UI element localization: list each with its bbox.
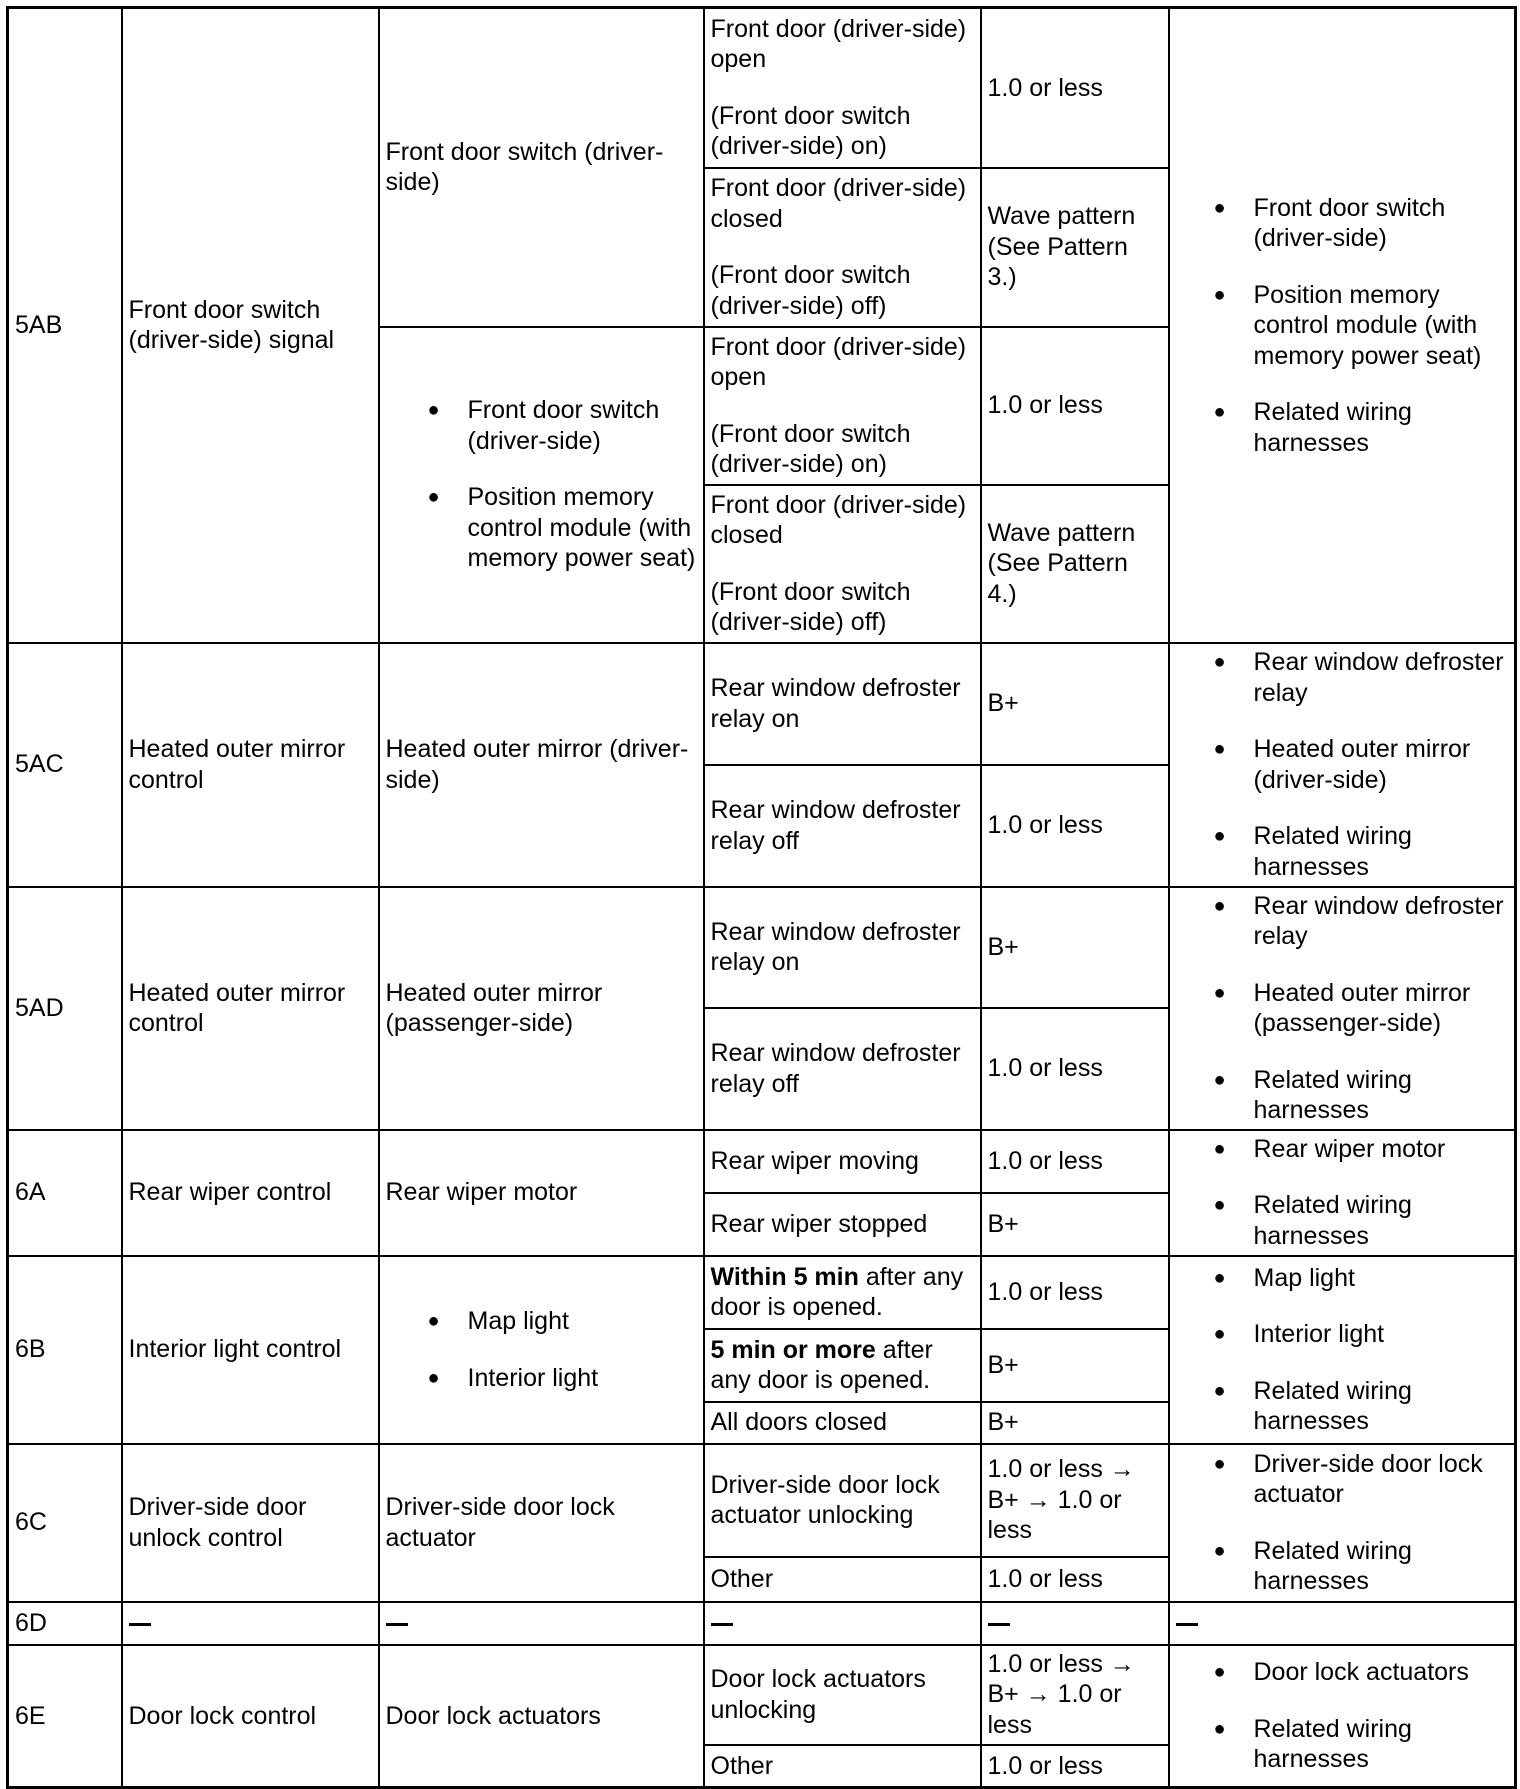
connected-to-cell: Heated outer mirror (passenger-side): [379, 887, 704, 1130]
list-item: ● Related wiring harnesses: [1214, 1376, 1509, 1437]
table-row-6C: [8, 1444, 1516, 1557]
condition-text: after any door is opened.: [710, 1335, 933, 1394]
list-item: ● Position memory control module (with memory power seat): [1214, 280, 1509, 372]
list-item: ● Front door switch (driver-side): [1214, 193, 1509, 254]
condition-text: Front door (driver-side) open: [710, 332, 967, 391]
terminal-voltage-table-page: [6, 6, 1514, 1780]
condition-cell: Rear wiper moving: [704, 1130, 981, 1193]
empty-dash-cell: [379, 1602, 704, 1645]
voltage-cell: B+: [981, 1402, 1169, 1444]
table-row-5AB: [8, 8, 1516, 168]
inspection-list: [1214, 1263, 1509, 1437]
voltage-cell: 1.0 or less: [981, 1557, 1169, 1602]
voltage-cell: 1.0 or less: [981, 8, 1169, 168]
terminal-cell: 5AB: [8, 8, 122, 643]
list-item: ● Front door switch (driver-side): [428, 395, 697, 456]
connected-to-cell: [379, 327, 704, 643]
voltage-cell: B+: [981, 887, 1169, 1008]
connected-to-cell: [379, 1256, 704, 1444]
voltage-cell: 1.0 or less: [981, 1008, 1169, 1130]
table-row-6B: [8, 1256, 1516, 1329]
list-item: ● Related wiring harnesses: [1214, 1065, 1509, 1126]
empty-dash-cell: [1169, 1602, 1516, 1645]
signal-name-cell: Heated outer mirror control: [122, 643, 379, 887]
inspection-list: [1214, 891, 1509, 1126]
voltage-cell: 1.0 or less: [981, 1745, 1169, 1788]
condition-cell: Rear window defroster relay on: [704, 643, 981, 765]
condition-note: (Front door switch (driver-side) off): [710, 577, 911, 636]
list-item: ● Rear wiper motor: [1214, 1134, 1509, 1165]
list-item: ● Related wiring harnesses: [1214, 1714, 1509, 1775]
condition-cell: Other: [704, 1745, 981, 1788]
condition-note: (Front door switch (driver-side) on): [710, 101, 911, 161]
voltage-cell: B+: [981, 1329, 1169, 1402]
table-row-6E: [8, 1645, 1516, 1745]
list-item: ● Related wiring harnesses: [1214, 1190, 1509, 1251]
list-item: ● Related wiring harnesses: [1214, 1536, 1509, 1597]
list-item: ● Map light: [428, 1306, 697, 1337]
table-row-6D: [8, 1602, 1516, 1645]
voltage-cell: Wave pattern (See Pattern 4.): [981, 485, 1169, 643]
condition-text: Front door (driver-side) closed: [710, 490, 967, 549]
terminal-cell: 5AD: [8, 887, 122, 1130]
terminal-cell: 6C: [8, 1444, 122, 1602]
condition-note: (Front door switch (driver-side) on): [710, 419, 911, 478]
condition-cell: Rear wiper stopped: [704, 1193, 981, 1256]
list-item: ● Rear window defroster relay: [1214, 647, 1509, 708]
terminal-voltage-table: [6, 6, 1517, 1789]
voltage-cell: 1.0 or less → B+ → 1.0 or less: [981, 1444, 1169, 1557]
voltage-cell: B+: [981, 1193, 1169, 1256]
signal-name-cell: Heated outer mirror control: [122, 887, 379, 1130]
inspection-cell: [1169, 1130, 1516, 1256]
inspection-list: [1214, 1449, 1509, 1597]
condition-cell: Rear window defroster relay off: [704, 1008, 981, 1130]
condition-cell: [704, 327, 981, 485]
dash-mark: [386, 1623, 408, 1626]
connected-to-list: [428, 1306, 697, 1393]
inspection-cell: [1169, 1256, 1516, 1444]
dash-mark: [1176, 1623, 1198, 1626]
voltage-cell: 1.0 or less: [981, 1256, 1169, 1329]
terminal-cell: 6A: [8, 1130, 122, 1256]
signal-name-cell: Front door switch (driver-side) signal: [122, 8, 379, 643]
terminal-cell: 5AC: [8, 643, 122, 887]
table-row-5AD: [8, 887, 1516, 1008]
table-row-5AC: [8, 643, 1516, 765]
condition-cell: [704, 1329, 981, 1402]
terminal-cell: 6E: [8, 1645, 122, 1788]
list-item: ● Position memory control module (with memory power seat): [428, 482, 697, 574]
condition-emphasis: Within 5 min: [710, 1262, 859, 1291]
condition-cell: Rear window defroster relay off: [704, 765, 981, 887]
list-item: ● Related wiring harnesses: [1214, 397, 1509, 458]
voltage-cell: B+: [981, 643, 1169, 765]
connected-to-cell: Heated outer mirror (driver-side): [379, 643, 704, 887]
connected-to-cell: Driver-side door lock actuator: [379, 1444, 704, 1602]
empty-dash-cell: [122, 1602, 379, 1645]
signal-name-cell: Driver-side door unlock control: [122, 1444, 379, 1602]
connected-to-cell: Rear wiper motor: [379, 1130, 704, 1256]
voltage-cell: 1.0 or less: [981, 765, 1169, 887]
condition-cell: Driver-side door lock actuator unlocking: [704, 1444, 981, 1557]
inspection-cell: [1169, 643, 1516, 887]
condition-text: Front door (driver-side) closed: [710, 174, 967, 233]
empty-dash-cell: [981, 1602, 1169, 1645]
connected-to-cell: Door lock actuators: [379, 1645, 704, 1788]
condition-cell: [704, 1256, 981, 1329]
condition-text: after any door is opened.: [710, 1262, 964, 1321]
inspection-cell: [1169, 1444, 1516, 1602]
condition-cell: [704, 485, 981, 643]
empty-dash-cell: [704, 1602, 981, 1645]
inspection-list: [1214, 193, 1509, 459]
condition-cell: Door lock actuators unlocking: [704, 1645, 981, 1745]
list-item: ● Map light: [1214, 1263, 1509, 1294]
dash-mark: [988, 1623, 1010, 1626]
list-item: ● Interior light: [428, 1363, 697, 1394]
condition-cell: Rear window defroster relay on: [704, 887, 981, 1008]
voltage-cell: 1.0 or less: [981, 1130, 1169, 1193]
condition-cell: [704, 8, 981, 168]
condition-cell: All doors closed: [704, 1402, 981, 1444]
condition-emphasis: 5 min or more: [710, 1335, 876, 1364]
condition-cell: [704, 168, 981, 327]
inspection-cell: [1169, 1645, 1516, 1788]
list-item: ● Interior light: [1214, 1319, 1509, 1350]
list-item: ● Door lock actuators: [1214, 1657, 1509, 1688]
terminal-cell: 6D: [8, 1602, 122, 1645]
list-item: ● Heated outer mirror (passenger-side): [1214, 978, 1509, 1039]
signal-name-cell: Rear wiper control: [122, 1130, 379, 1256]
list-item: ● Related wiring harnesses: [1214, 821, 1509, 882]
condition-cell: Other: [704, 1557, 981, 1602]
inspection-list: [1214, 1134, 1509, 1252]
inspection-cell: [1169, 887, 1516, 1130]
list-item: ● Driver-side door lock actuator: [1214, 1449, 1509, 1510]
connected-to-list: [428, 395, 697, 574]
table-row-6A: [8, 1130, 1516, 1193]
voltage-cell: 1.0 or less → B+ → 1.0 or less: [981, 1645, 1169, 1745]
inspection-list: [1214, 1657, 1509, 1775]
voltage-cell: 1.0 or less: [981, 327, 1169, 485]
dash-mark: [129, 1623, 151, 1626]
condition-note: (Front door switch (driver-side) off): [710, 261, 911, 320]
signal-name-cell: Door lock control: [122, 1645, 379, 1788]
voltage-cell: Wave pattern (See Pattern 3.): [981, 168, 1169, 327]
connected-to-cell: Front door switch (driver-side): [379, 8, 704, 327]
signal-name-cell: Interior light control: [122, 1256, 379, 1444]
dash-mark: [711, 1623, 733, 1626]
inspection-cell: [1169, 8, 1516, 643]
terminal-cell: 6B: [8, 1256, 122, 1444]
list-item: ● Heated outer mirror (driver-side): [1214, 734, 1509, 795]
inspection-list: [1214, 647, 1509, 882]
condition-text: Front door (driver-side) open: [710, 14, 967, 74]
list-item: ● Rear window defroster relay: [1214, 891, 1509, 952]
